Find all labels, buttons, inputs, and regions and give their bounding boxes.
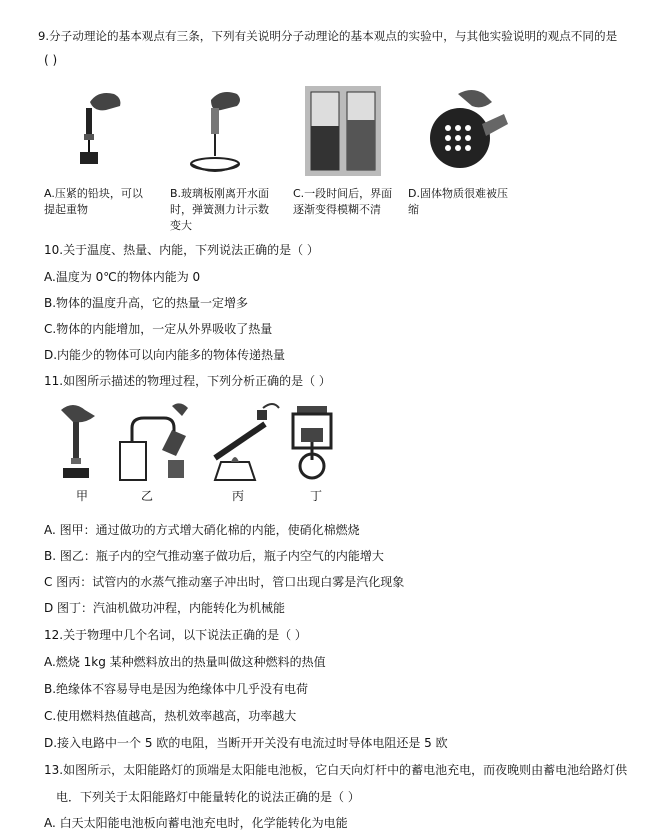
q12-stem: 12.关于物理中几个名词，以下说法正确的是（ ）: [44, 628, 307, 642]
q12-option-c: C.使用燃料热值越高，热机效率越高，功率越大: [44, 709, 297, 723]
q10-option-a: A.温度为 0℃的物体内能为 0: [44, 270, 201, 284]
q9-option-a: A.压紧的铅块，可以 提起重物: [44, 187, 143, 216]
q12-option-b: B.绝缘体不容易导电是因为绝缘体中几乎没有电荷: [44, 682, 309, 696]
q12-option-d: D.接入电路中一个 5 欧的电阻，当断开开关没有电流过时导体电阻还是 5 欧: [44, 736, 448, 750]
q11-figure-bing: [205, 402, 280, 484]
q13-option-a: A. 白天太阳能电池板向蓄电池充电时，化学能转化为电能: [44, 816, 348, 830]
q9-option-c: C.一段时间后，界面 逐渐变得模糊不清: [293, 187, 393, 216]
q9-figure-d-solid-molecules: [418, 84, 513, 179]
q10-stem: 10.关于温度、热量、内能，下列说法正确的是（ ）: [44, 243, 319, 257]
q11-label-yi: 乙: [141, 489, 154, 503]
q9-figure-a-lead-blocks: [70, 84, 140, 179]
q10-option-d: D.内能少的物体可以向内能多的物体传递热量: [44, 348, 286, 362]
q11-option-d: D 图丁：汽油机做功冲程，内能转化为机械能: [44, 601, 286, 615]
q9-figure-b-glass-plate: [185, 84, 255, 179]
q11-figure-ding: [285, 402, 340, 484]
q10-option-b: B.物体的温度升高，它的热量一定增多: [44, 296, 249, 310]
q9-figure-c-diffusion-cylinders: [303, 84, 383, 179]
q10-option-c: C.物体的内能增加，一定从外界吸收了热量: [44, 322, 273, 336]
q9-option-b: B.玻璃板刚离开水面 时，弹簧测力计示数 变大: [170, 187, 270, 232]
q11-option-a: A. 图甲：通过做功的方式增大硝化棉的内能，使硝化棉燃烧: [44, 523, 360, 537]
q11-option-b: B. 图乙：瓶子内的空气推动塞子做功后，瓶子内空气的内能增大: [44, 549, 384, 563]
q11-option-c: C 图丙：试管内的水蒸气推动塞子冲出时，管口出现白雾是汽化现象: [44, 575, 405, 589]
q11-figure-jia: [55, 402, 105, 484]
q13-stem-line1: 13.如图所示，太阳能路灯的顶端是太阳能电池板，它白天向灯杆中的蓄电池充电，而夜晚则由蓄电池给路灯供: [44, 763, 628, 777]
q11-label-jia: 甲: [76, 489, 89, 503]
q13-stem-line2: 电．下列关于太阳能路灯中能量转化的说法正确的是（ ）: [56, 790, 360, 804]
q9-answer-blank: ( ): [44, 53, 58, 67]
q11-figure-yi: [110, 402, 195, 484]
q9-option-d: D.固体物质很难被压 缩: [408, 187, 508, 216]
q9-stem: 9.分子动理论的基本观点有三条，下列有关说明分子动理论的基本观点的实验中，与其他实验说明的观点不同的是: [38, 29, 618, 43]
q11-stem: 11.如图所示描述的物理过程，下列分析正确的是（ ）: [44, 374, 331, 388]
q11-label-bing: 丙: [232, 489, 245, 503]
q11-label-ding: 丁: [310, 489, 323, 503]
q12-option-a: A.燃烧 1kg 某种燃料放出的热量叫做这种燃料的热值: [44, 655, 326, 669]
